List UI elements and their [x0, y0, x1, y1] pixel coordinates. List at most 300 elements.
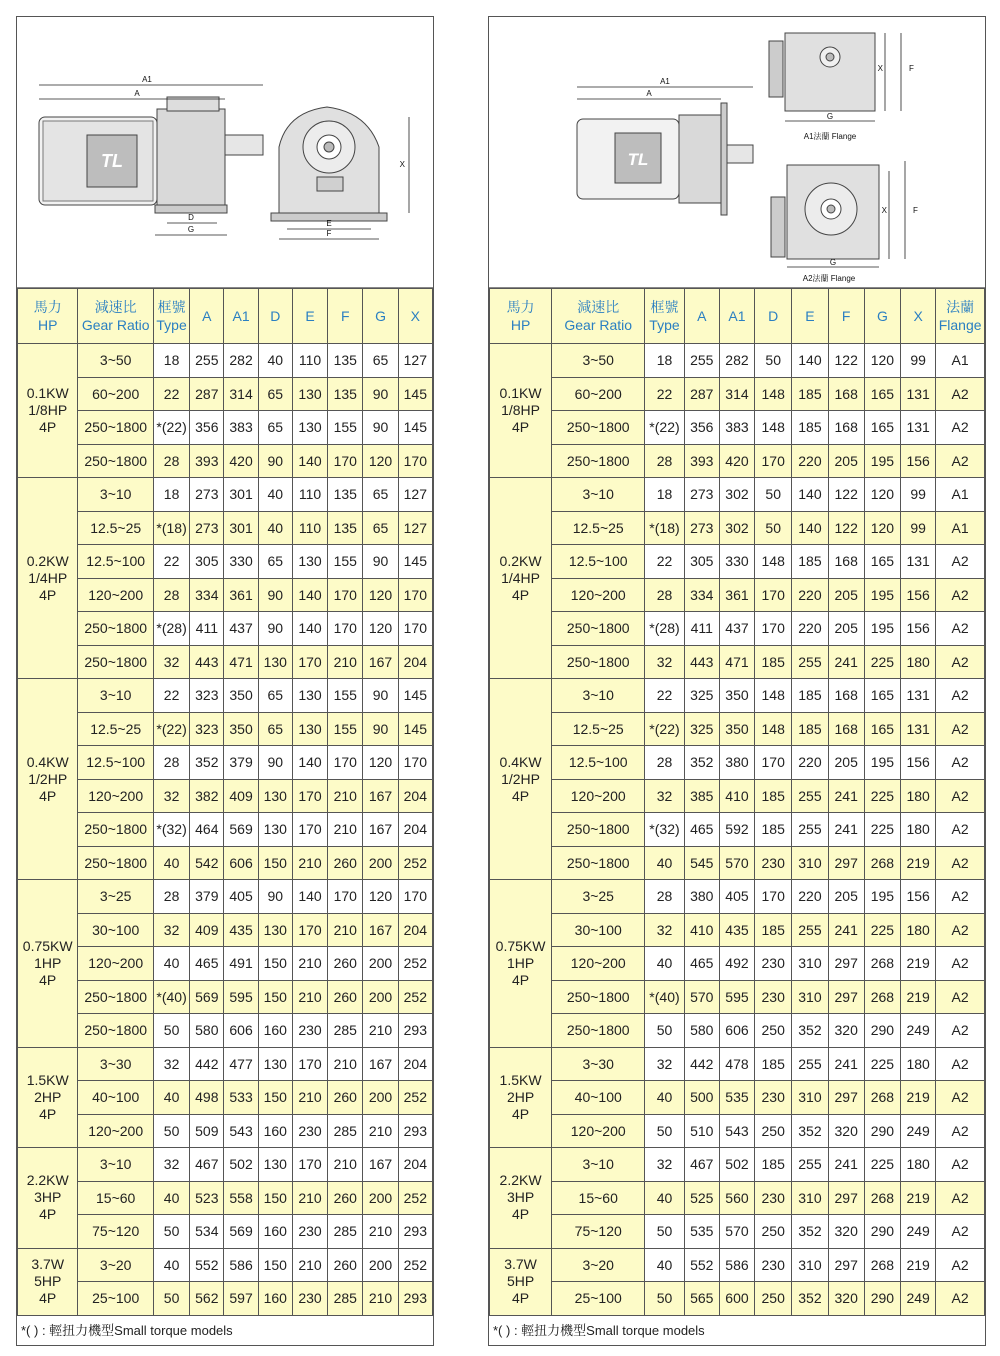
column-header-en: F: [341, 308, 350, 324]
dimension-cell: 120: [363, 746, 398, 780]
table-row: [490, 1248, 985, 1282]
column-header: [292, 289, 327, 344]
type-cell: 50: [153, 1014, 189, 1048]
column-header-en: Gear Ratio: [81, 317, 150, 333]
dimension-cell: 180: [901, 779, 936, 813]
dimension-cell: A2: [936, 377, 985, 411]
gear-ratio-cell: 3~10: [552, 679, 645, 713]
gear-ratio-cell: 250~1800: [552, 846, 645, 880]
dimension-cell: 383: [719, 411, 754, 445]
dimension-cell: 210: [328, 913, 363, 947]
type-cell: 40: [153, 846, 189, 880]
table-row: [490, 1014, 985, 1048]
dimension-cell: 241: [828, 645, 864, 679]
a1-flange-label: A1法蘭 Flange: [803, 132, 857, 141]
dimension-cell: 165: [864, 679, 900, 713]
dimension-cell: 477: [224, 1047, 258, 1081]
table-row: [18, 913, 433, 947]
dimension-cell: 170: [328, 880, 363, 914]
dimension-cell: 287: [684, 377, 719, 411]
dimension-cell: 325: [684, 679, 719, 713]
dimension-cell: 140: [792, 344, 828, 378]
dimension-cell: A2: [936, 645, 985, 679]
dim-label-d: D: [188, 213, 194, 222]
dimension-cell: 127: [398, 511, 432, 545]
dimension-cell: 210: [328, 1148, 363, 1182]
dimension-cell: 320: [828, 1282, 864, 1316]
dimension-cell: 156: [901, 880, 936, 914]
table-row: [490, 980, 985, 1014]
power-cell: [18, 1248, 78, 1315]
dimension-cell: 120: [363, 444, 398, 478]
table-row: [18, 1215, 433, 1249]
dimension-cell: 435: [719, 913, 754, 947]
dimension-cell: 220: [792, 746, 828, 780]
column-header: [328, 289, 363, 344]
gear-ratio-cell: 3~10: [78, 1148, 154, 1182]
dimension-cell: 195: [864, 746, 900, 780]
dimension-cell: 130: [258, 645, 292, 679]
gear-motor-drawing: [17, 17, 433, 287]
table-row: [490, 1215, 985, 1249]
dimension-cell: 220: [792, 612, 828, 646]
dimension-cell: 252: [398, 1248, 432, 1282]
dimension-cell: 268: [864, 1248, 900, 1282]
gear-ratio-cell: 120~200: [78, 947, 154, 981]
dimension-cell: 130: [258, 813, 292, 847]
right-dim-label-a: A: [646, 89, 652, 98]
dim-label-a1: A1: [142, 75, 152, 84]
dimension-cell: 150: [258, 1181, 292, 1215]
type-cell: 40: [645, 1081, 684, 1115]
table-row: [490, 846, 985, 880]
dimension-cell: 148: [755, 712, 792, 746]
dimension-cell: 230: [292, 1215, 327, 1249]
type-cell: 50: [645, 1215, 684, 1249]
dimension-cell: 160: [258, 1282, 292, 1316]
column-header-en: E: [805, 308, 815, 324]
dimension-cell: 40: [258, 344, 292, 378]
dimension-cell: 545: [684, 846, 719, 880]
dimension-cell: 310: [792, 980, 828, 1014]
dim-label-f: F: [326, 229, 332, 238]
dimension-cell: 230: [292, 1114, 327, 1148]
table-row: [18, 1081, 433, 1115]
dimension-cell: 205: [828, 612, 864, 646]
a2-dim-label-f: F: [913, 206, 918, 215]
dimension-cell: 130: [258, 913, 292, 947]
gear-ratio-cell: 12.5~100: [552, 545, 645, 579]
dimension-cell: 405: [224, 880, 258, 914]
dimension-cell: 535: [719, 1081, 754, 1115]
dimension-cell: 170: [398, 746, 432, 780]
dimension-cell: A2: [936, 712, 985, 746]
svg-text:TL: TL: [627, 150, 649, 169]
dimension-cell: 352: [792, 1114, 828, 1148]
power-cell: [18, 880, 78, 1048]
dimension-cell: 180: [901, 813, 936, 847]
power-cell: [18, 1047, 78, 1148]
dimension-cell: 180: [901, 1047, 936, 1081]
dimension-cell: 155: [328, 545, 363, 579]
dimension-cell: 204: [398, 913, 432, 947]
table-row: [490, 679, 985, 713]
column-header-en: A: [697, 308, 707, 324]
gear-ratio-cell: 250~1800: [552, 645, 645, 679]
type-cell: *(32): [645, 813, 684, 847]
gear-ratio-cell: 250~1800: [552, 444, 645, 478]
dimension-cell: A2: [936, 545, 985, 579]
type-cell: 50: [153, 1282, 189, 1316]
dimension-cell: 379: [190, 880, 224, 914]
dimension-cell: 405: [719, 880, 754, 914]
dimension-cell: A2: [936, 1114, 985, 1148]
dimension-cell: 170: [328, 444, 363, 478]
column-header: [755, 289, 792, 344]
power-line: 0.4KW: [26, 753, 69, 770]
gear-ratio-cell: 12.5~100: [78, 545, 154, 579]
dimension-cell: 219: [901, 947, 936, 981]
dimension-cell: 310: [792, 846, 828, 880]
power-line: 0.4KW: [499, 753, 542, 770]
type-cell: 32: [153, 645, 189, 679]
dimension-cell: 167: [363, 1148, 398, 1182]
dimension-cell: 200: [363, 980, 398, 1014]
dimension-cell: 411: [190, 612, 224, 646]
dimension-cell: 230: [755, 846, 792, 880]
dimension-cell: 120: [864, 344, 900, 378]
dimension-cell: A2: [936, 1248, 985, 1282]
dimension-cell: 442: [190, 1047, 224, 1081]
a2-flange-label: A2法蘭 Flange: [802, 274, 856, 283]
power-cell: [490, 344, 552, 478]
dimension-cell: A2: [936, 980, 985, 1014]
dimension-cell: 210: [363, 1114, 398, 1148]
power-line: 5HP: [34, 1273, 62, 1289]
table-row: [18, 612, 433, 646]
table-row: [18, 1014, 433, 1048]
type-cell: 18: [153, 344, 189, 378]
gear-ratio-cell: 40~100: [552, 1081, 645, 1115]
power-cell: [18, 478, 78, 679]
dimension-cell: 297: [828, 980, 864, 1014]
dimension-cell: A2: [936, 578, 985, 612]
dimension-cell: A1: [936, 511, 985, 545]
dimension-cell: 135: [328, 344, 363, 378]
dimension-cell: 230: [292, 1014, 327, 1048]
dimension-cell: 268: [864, 1081, 900, 1115]
dimension-cell: 230: [292, 1282, 327, 1316]
type-cell: *(22): [645, 411, 684, 445]
dimension-cell: 65: [258, 712, 292, 746]
dimension-cell: 570: [719, 1215, 754, 1249]
type-cell: 28: [645, 578, 684, 612]
table-row: [490, 545, 985, 579]
power-cell: [490, 478, 552, 679]
table-row: [18, 478, 433, 512]
dim-label-e: E: [326, 219, 332, 228]
dimension-cell: 167: [363, 779, 398, 813]
power-line: 1/8HP: [28, 402, 68, 418]
dimension-cell: 314: [719, 377, 754, 411]
dimension-cell: 600: [719, 1282, 754, 1316]
dimension-cell: 200: [363, 1081, 398, 1115]
table-row: [18, 980, 433, 1014]
dimension-cell: 170: [292, 1148, 327, 1182]
dimension-cell: 523: [190, 1181, 224, 1215]
dimension-cell: 252: [398, 1081, 432, 1115]
gear-ratio-cell: 75~120: [78, 1215, 154, 1249]
left-table-body: [18, 344, 433, 1316]
dimension-cell: A2: [936, 880, 985, 914]
dimension-cell: 320: [828, 1014, 864, 1048]
dimension-cell: 40: [258, 511, 292, 545]
dimension-cell: 204: [398, 813, 432, 847]
table-row: [490, 478, 985, 512]
dimension-cell: 155: [328, 712, 363, 746]
dimension-cell: 580: [190, 1014, 224, 1048]
a2-dim-label-g: G: [829, 258, 837, 267]
dimension-cell: 148: [755, 545, 792, 579]
table-row: [18, 813, 433, 847]
dimension-cell: A2: [936, 913, 985, 947]
dimension-cell: 560: [719, 1181, 754, 1215]
type-cell: 40: [153, 1081, 189, 1115]
dimension-cell: 170: [292, 645, 327, 679]
type-cell: 22: [645, 545, 684, 579]
type-cell: 22: [153, 679, 189, 713]
a1-dim-label-g: G: [826, 112, 834, 121]
dimension-cell: 352: [792, 1014, 828, 1048]
dimension-cell: 352: [684, 746, 719, 780]
gear-ratio-cell: 250~1800: [78, 444, 154, 478]
dimension-cell: 170: [328, 578, 363, 612]
dimension-cell: 148: [755, 377, 792, 411]
type-cell: 22: [153, 545, 189, 579]
type-cell: 50: [153, 1114, 189, 1148]
gear-ratio-cell: 15~60: [552, 1181, 645, 1215]
table-row: [490, 612, 985, 646]
type-cell: *(28): [153, 612, 189, 646]
power-line: 1.5KW: [499, 1071, 542, 1088]
dimension-cell: 90: [363, 679, 398, 713]
gear-ratio-cell: 250~1800: [78, 411, 154, 445]
dimension-cell: 50: [755, 478, 792, 512]
dimension-cell: 220: [792, 444, 828, 478]
power-line: 4P: [39, 971, 57, 988]
dimension-cell: A2: [936, 1047, 985, 1081]
column-header-en: Type: [156, 317, 187, 333]
dimension-cell: 170: [328, 746, 363, 780]
dimension-cell: 210: [292, 980, 327, 1014]
dimension-cell: 180: [901, 645, 936, 679]
dimension-cell: A2: [936, 679, 985, 713]
power-line: 4P: [512, 1290, 530, 1306]
dimension-cell: 241: [828, 1148, 864, 1182]
table-row: [18, 880, 433, 914]
dimension-cell: 320: [828, 1215, 864, 1249]
dimension-cell: 437: [719, 612, 754, 646]
type-cell: 28: [645, 880, 684, 914]
column-header-en: HP: [37, 317, 58, 333]
dimension-cell: 210: [328, 813, 363, 847]
column-header: [552, 289, 645, 344]
table-row: [490, 779, 985, 813]
table-row: [490, 645, 985, 679]
dimension-cell: 145: [398, 712, 432, 746]
gear-ratio-cell: 250~1800: [78, 1014, 154, 1048]
dimension-cell: 170: [292, 913, 327, 947]
dimension-cell: 314: [224, 377, 258, 411]
dimension-cell: 297: [828, 1081, 864, 1115]
dimension-cell: 569: [224, 813, 258, 847]
dimension-cell: 268: [864, 980, 900, 1014]
gear-ratio-cell: 3~20: [78, 1248, 154, 1282]
dimension-cell: 180: [901, 913, 936, 947]
dimension-cell: 410: [684, 913, 719, 947]
type-cell: 40: [645, 947, 684, 981]
gear-ratio-cell: 3~50: [78, 344, 154, 378]
dimension-cell: 293: [398, 1282, 432, 1316]
dimension-cell: 90: [258, 578, 292, 612]
power-line: 2HP: [506, 1088, 535, 1105]
dimension-cell: 220: [792, 578, 828, 612]
table-row: [490, 1047, 985, 1081]
dimension-cell: 255: [792, 779, 828, 813]
column-header-cn: 馬力: [506, 299, 535, 315]
dimension-cell: 127: [398, 344, 432, 378]
type-cell: 18: [645, 344, 684, 378]
dimension-cell: 467: [190, 1148, 224, 1182]
dimension-cell: 130: [292, 679, 327, 713]
gear-ratio-cell: 12.5~100: [78, 746, 154, 780]
power-line: 3HP: [506, 1189, 535, 1206]
gear-ratio-cell: 250~1800: [552, 813, 645, 847]
dimension-cell: 249: [901, 1215, 936, 1249]
table-row: [18, 377, 433, 411]
dimension-cell: 131: [901, 377, 936, 411]
table-row: [18, 578, 433, 612]
gear-ratio-cell: 250~1800: [78, 846, 154, 880]
type-cell: 32: [645, 779, 684, 813]
dimension-cell: 350: [224, 712, 258, 746]
dimension-cell: 195: [864, 880, 900, 914]
dimension-cell: 156: [901, 612, 936, 646]
gear-ratio-cell: 250~1800: [552, 411, 645, 445]
power-line: 4P: [39, 787, 57, 804]
type-cell: 32: [153, 913, 189, 947]
column-header-en: D: [270, 308, 281, 324]
dimension-cell: 155: [328, 679, 363, 713]
dimension-cell: 230: [755, 1181, 792, 1215]
dimension-cell: 99: [901, 511, 936, 545]
column-header-cn: 法蘭: [946, 299, 975, 315]
column-header-en: A1: [232, 308, 250, 324]
gear-ratio-cell: 120~200: [552, 578, 645, 612]
type-cell: 50: [645, 1282, 684, 1316]
power-line: 4P: [39, 1290, 57, 1306]
table-row: [18, 511, 433, 545]
dimension-cell: 543: [224, 1114, 258, 1148]
dimension-cell: 131: [901, 545, 936, 579]
table-row: [18, 1047, 433, 1081]
dimension-cell: 145: [398, 411, 432, 445]
dimension-cell: 99: [901, 478, 936, 512]
dimension-cell: 255: [792, 1148, 828, 1182]
dimension-cell: 210: [328, 645, 363, 679]
dimension-cell: 533: [224, 1081, 258, 1115]
dimension-cell: 352: [792, 1282, 828, 1316]
type-cell: 22: [645, 679, 684, 713]
power-line: 2HP: [34, 1088, 62, 1105]
dimension-cell: 210: [292, 846, 327, 880]
right-table-header: [490, 289, 985, 344]
dimension-cell: 210: [292, 1081, 327, 1115]
dimension-cell: 325: [684, 712, 719, 746]
type-cell: 32: [645, 1148, 684, 1182]
power-line: 0.75KW: [22, 937, 73, 954]
dimension-cell: 552: [190, 1248, 224, 1282]
power-line: 4P: [512, 971, 530, 988]
table-row: [490, 1282, 985, 1316]
dimension-cell: 380: [684, 880, 719, 914]
dimension-cell: 606: [224, 846, 258, 880]
type-cell: 22: [153, 377, 189, 411]
dimension-cell: 297: [828, 1248, 864, 1282]
dimension-cell: 140: [292, 746, 327, 780]
dimension-cell: 323: [190, 712, 224, 746]
dimension-cell: 252: [398, 980, 432, 1014]
dimension-cell: A2: [936, 846, 985, 880]
dimension-cell: 150: [258, 1248, 292, 1282]
dimension-cell: 150: [258, 1081, 292, 1115]
dimension-cell: 442: [684, 1047, 719, 1081]
table-row: [18, 411, 433, 445]
dimension-cell: 185: [755, 1148, 792, 1182]
right-dim-label-a1: A1: [660, 77, 670, 86]
dimension-cell: 170: [398, 444, 432, 478]
dimension-cell: 410: [719, 779, 754, 813]
dimension-cell: 170: [292, 779, 327, 813]
left-footnote: *( ) : 輕扭力機型Small torque models: [21, 1323, 233, 1338]
dimension-cell: 167: [363, 813, 398, 847]
column-header: [258, 289, 292, 344]
dimension-cell: 170: [755, 612, 792, 646]
type-cell: 40: [153, 1248, 189, 1282]
dimension-cell: A2: [936, 1148, 985, 1182]
gear-ratio-cell: 15~60: [78, 1181, 154, 1215]
dimension-cell: 65: [363, 344, 398, 378]
gear-ratio-cell: 120~200: [552, 947, 645, 981]
gear-ratio-cell: 25~100: [78, 1282, 154, 1316]
dimension-cell: 535: [684, 1215, 719, 1249]
table-row: [490, 444, 985, 478]
type-cell: 18: [153, 478, 189, 512]
dimension-cell: 130: [258, 1148, 292, 1182]
dimension-cell: 255: [684, 344, 719, 378]
dimension-cell: 90: [258, 444, 292, 478]
dimension-cell: 167: [363, 645, 398, 679]
dimension-cell: 165: [864, 712, 900, 746]
dimension-cell: 352: [792, 1215, 828, 1249]
dimension-cell: 167: [363, 1047, 398, 1081]
column-header: [936, 289, 985, 344]
type-cell: 32: [645, 1047, 684, 1081]
power-cell: [490, 880, 552, 1048]
power-line: 4P: [39, 1105, 57, 1122]
dimension-cell: 409: [190, 913, 224, 947]
dimension-cell: 586: [719, 1248, 754, 1282]
